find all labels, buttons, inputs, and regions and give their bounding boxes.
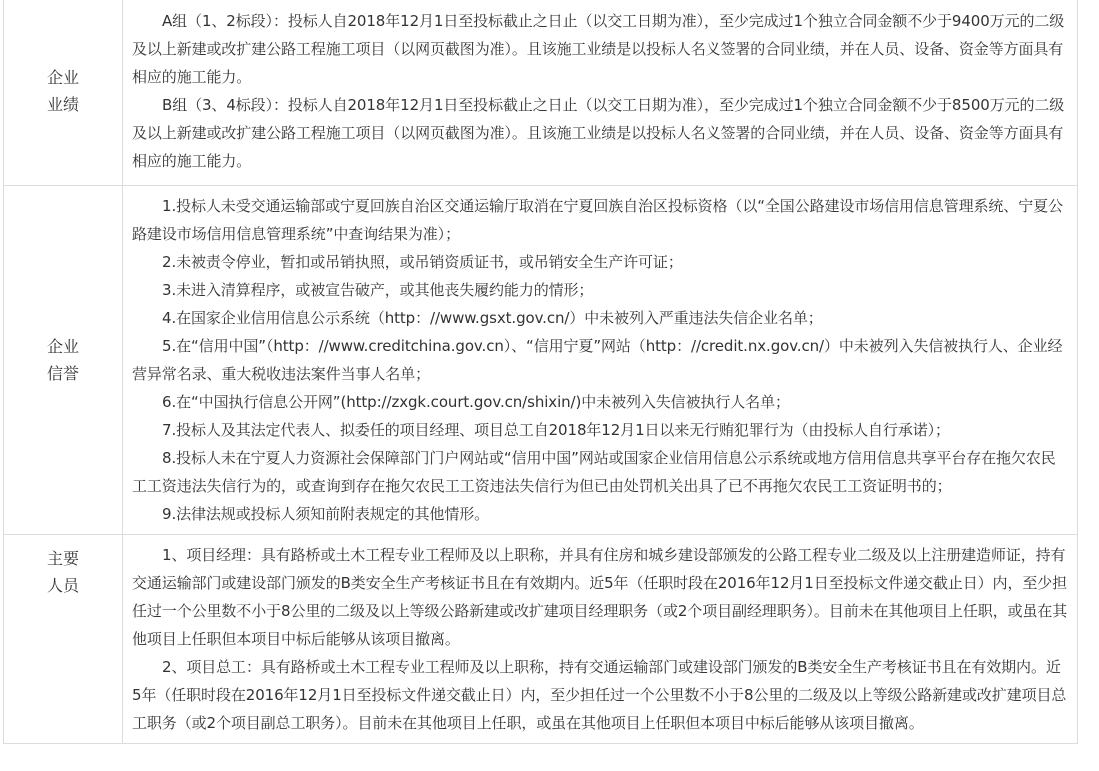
row-label-performance	[4, 0, 123, 186]
row-label-line: 业绩	[46, 95, 79, 114]
table-row-credit	[4, 186, 1078, 535]
row-label-line: 企业	[46, 337, 79, 356]
row-label-personnel	[4, 535, 123, 744]
paragraph: 9.法律法规或投标人须知前附表规定的其他情形。	[162, 505, 490, 523]
requirements-table	[3, 0, 1078, 744]
paragraph: A组（1、2标段）：投标人自2018年12月1日至投标截止之日止（以交工日期为准），至少完成过1个独立合同金额不少于9400万元的二级及以上新建或改扩建公路工程施工项目（以网页截图为准）。且该施工业绩是以投标人名义签署的合同业绩，并在人员、设备、资金等方面具有相应的施工能力。	[132, 12, 1065, 86]
paragraph: 8.投标人未在宁夏人力资源社会保障部门门户网站或“信用中国”网站或国家企业信用信息公示系统或地方信用信息共享平台存在拖欠农民工工资违法失信行为的，或查询到存在拖欠农民工工资违法失信行为但已由处罚机关出具了已不再拖欠农民工工资证明书的；	[132, 449, 1056, 495]
row-content-performance	[123, 0, 1078, 186]
row-label-line: 主要	[46, 549, 79, 568]
paragraph: 4.在国家企业信用信息公示系统（http：//www.gsxt.gov.cn/）中未被列入严重违法失信企业名单；	[162, 309, 823, 327]
paragraph: 3.未进入清算程序，或被宣告破产，或其他丧失履约能力的情形；	[162, 281, 594, 299]
row-content-credit	[123, 186, 1078, 535]
paragraph: 7.投标人及其法定代表人、拟委任的项目经理、项目总工自2018年12月1日以来无行贿犯罪行为（由投标人自行承诺）；	[162, 421, 950, 439]
paragraph: 2.未被责令停业，暂扣或吊销执照，或吊销资质证书，或吊销安全生产许可证；	[162, 253, 683, 271]
row-content-personnel	[123, 535, 1078, 744]
row-label-line: 企业	[46, 68, 79, 87]
paragraph: 6.在“中国执行信息公开网”(http://zxgk.court.gov.cn/shixin/)中未被列入失信被执行人名单；	[162, 393, 790, 411]
row-label-line: 人员	[46, 576, 79, 595]
paragraph: 1.投标人未受交通运输部或宁夏回族自治区交通运输厅取消在宁夏回族自治区投标资格（以“全国公路建设市场信用信息管理系统、宁夏公路建设市场信用信息管理系统”中查询结果为准）；	[132, 197, 1063, 243]
row-label-credit	[4, 186, 123, 535]
table-row-performance	[4, 0, 1078, 186]
paragraph: 1、项目经理：具有路桥或土木工程专业工程师及以上职称，并具有住房和城乡建设部颁发的公路工程专业二级及以上注册建造师证，持有交通运输部门或建设部门颁发的B类安全生产考核证书且在有效期内。近5年（任职时段在2016年12月1日至投标文件递交截止日）内，至少担任过一个公里数不小于8公里的二级及以上等级公路新建或改扩建项目经理职务（或2个项目副经理职务）。目前未在其他项目上任职，或虽在其他项目上任职但本项目中标后能够从该项目撤离。	[132, 546, 1068, 648]
paragraph: 5.在“信用中国”（http：//www.creditchina.gov.cn）、“信用宁夏”网站（http：//credit.nx.gov.cn/）中未被列入失信被执行人、企业经营异常名录、重大税收违法案件当事人名单；	[132, 337, 1063, 383]
table-row-personnel	[4, 535, 1078, 744]
row-label-line: 信誉	[46, 364, 79, 383]
paragraph: B组（3、4标段）：投标人自2018年12月1日至投标截止之日止（以交工日期为准），至少完成过1个独立合同金额不少于8500万元的二级及以上新建或改扩建公路工程施工项目（以网页截图为准）。且该施工业绩是以投标人名义签署的合同业绩，并在人员、设备、资金等方面具有相应的施工能力。	[132, 96, 1065, 170]
paragraph: 2、项目总工：具有路桥或土木工程专业工程师及以上职称，持有交通运输部门或建设部门颁发的B类安全生产考核证书且在有效期内。近5年（任职时段在2016年12月1日至投标文件递交截止日）内，至少担任过一个公里数不小于8公里的二级及以上等级公路新建或改扩建项目总工职务（或2个项目副总工职务）。目前未在其他项目上任职，或虽在其他项目上任职但本项目中标后能够从该项目撤离。	[132, 658, 1067, 732]
